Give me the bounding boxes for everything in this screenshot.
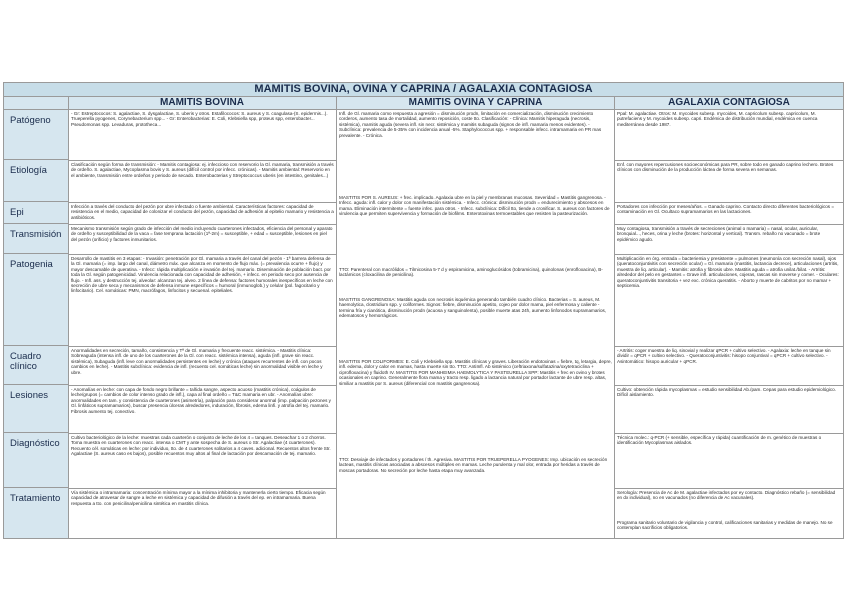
row-label-transmision: Transmisión (4, 224, 68, 254)
summary-table (3, 82, 844, 539)
cell-bovina-etiologia: Clasificación según forma de transmisión: - Mamitis contagiosa: ej. infeccioso con reservorio la Gl. mamaria, transmisión a través de ordeño. S. agalactiae, Mycoplasma bovis y S. aureus (difícil control por infecc. crónicas). - Mamitis ambiental: Reservorio en el ambiente, transmisión entre ordeños y periodo de secado. Enterobacterias y Streptococcus uberis (en intestino, genitales...) (71, 162, 334, 178)
cell-bovina-cuadro-clinico: Anormalidades en secreción, tamaño, consistencia y Tª de Gl. mamaria y frecuente reacc. sistémica. - Mastitis clínica: Sobreaguda (intensa infl. de uno de los cuarterones de la Gl. con reacc. sistémica intensa), aguda (infl. grave sin reacc. sistémica), Subaguda (infl. leve con anormalidades persistentes en leche) y crónica (ataques recurrentes de infl. con pocos cambios en leche). - Mastitis subclínica: evidencia de infl. (recuento cel. somáticas leche) sin anormalidad visible en leche y ubre. (71, 348, 323, 375)
cell-agalaxia-etiologia: Enf. con mayores repercusiones socioeconómicas para PR, sobre todo en ganado caprino lechero. Brotes clínicos con disminución de la producción láctea de forma severa en semanas. (617, 162, 834, 173)
cell-bovina-transmision: Mecanismo transmisión según grado de infección del medio incluyendo cuarterones infectados, eficiencia del personal y aparato de ordeño y susceptibilidad de la vaca = fase temprana lactación (1ª-2m) = susceptible, + edad = susceptible, lesiones en piel del pezón (orificio) y factores inmunitarios. (71, 226, 333, 242)
row-label-diagnostico: Diagnóstico (4, 433, 68, 488)
row-label-etiologia: Etiología (4, 160, 68, 202)
cell-bovina-patogeno: - Gr: Estreptococos: S. agalactiae, S. dysgalactiae, S. uberis y otros. Estafilococos: S. aureus y S. coagulasa-(S. epidermis...). Trueperella pyogenes, Corynebacterium spp... - Gr: Enterobacterias: E. Coli, Klebsiella spp, proteus spp, enterobacter... Pseudomonas spp. Levaduras, prototheca... (71, 111, 328, 127)
column-header-ovina: MAMITIS OVINA Y CAPRINA (337, 97, 614, 110)
table-title: MAMITIS BOVINA, OVINA Y CAPRINA / AGALAXIA CONTAGIOSA (4, 83, 843, 97)
column-header-agalaxia: AGALAXIA CONTAGIOSA (615, 97, 843, 110)
column-header-bovina: MAMITIS BOVINA (68, 97, 336, 110)
cell-ovina-s-aureus: MASTITIS POR S. AUREUS: + frec. implicado. Agalaxia ubre en la piel y membranas mucosas. Severidad = Mastitis gangrenosa. - Infecc. aguda: infl. calor y dolor con manifestación sistémica. - Infecc. crónica: disminución prodn = endurecimiento y abscesos en mama. Eliminación intermitente = fuente infec. para otros. - Infecc. subclínica: Difícil tto, tiende a cronificar. S. aureus con factores de virulencia que permiten supervivencia y formación de biofilms. Enterotoxinas termoestables que resisten la pasteurización. (339, 195, 610, 217)
cell-ovina-general: Infl. de Gl. mamaria como respuesta a agresión = disminución prodn, limitación en comercialización, disminución crecimiento corderos, aumento tasa de mortalidad, aumento reposición, coste tto. Clasificación: - Clínica: Mamitis hiperaguda (necrosis, sistémica), mamitis aguda (severa infl. sin necr. sistémica y mamitis subaguda (signos de infl. mamaria menos evidentes). - Subclínica: prevalencia de 5-35% con incidencia anual -5%. Staphylococcus spp. + responsable infecc. intramamaria en PR mas prevalente. - Crónica. (339, 111, 602, 138)
cell-bovina-diagnostico: Cultivo bacteriológico de la leche: muestras cada cuarterón o conjunto de leche de los 4 = tanques. Deseachar 1 o 2 chorros. Toma muestra en cuarterones con reacc. intensa o CMT y ante sospecha de S. aureus o Str. Agalactiae (4 cuarterones). Recuento cél. somáticas en leche: por individuo, tto. de 4 cuarterones solitarios a 4 caves. adicional. Recuentos altos frente Str. Agalactiae (S. aureus caso es bajos), posible recuentos muy altos al final de lactación por descamación de tej. mamario. (71, 435, 331, 457)
cell-agalaxia-cuadro-clinico: - Artritis: coger muestra de liq. sinovial y realizar qPCR + cultivo selectivo. - Agalaxia: leche en tanque sin dividir = qPCR + cultivo selectivo. - Queratoconjuntivitis: hisopo conjuntival = qPCR + cultivo selectivo. - Asintomático: hisopo auricular + qPCR. (617, 348, 831, 364)
cell-agalaxia-tratamiento: Serología: Presencia de Ac de M. agalactiae infectados por ey contacto. Diagnóstico rebaño (= sensibilidad en dx individual), no en vacunados (no diferencia de Ac vacunales). (617, 490, 836, 501)
row-label-tratamiento: Tratamiento (4, 488, 68, 539)
cell-agalaxia-diagnostico: Técnica molec.: q-PCR (+ sensible, específica y rápida) cuantificación de m. genético de muestras o identificación Mycoplasmas aislados. (617, 435, 822, 446)
row-label-cuadro-clinico: Cuadro clínico (4, 346, 68, 385)
cell-bovina-tratamiento: Vía sistémica o intramamaria: concentración mínima mayor a la mínima inhibitoria y mantenerla cierto tiempo. Eficacia según capacidad de atravesar de sangre a leche en sistémica y capacidad de difusión a través del ep. en intramamaria. Buena respuesta a tto. con penicilina/penicilina sintética en mastitis clínica. (71, 490, 326, 506)
cell-bovina-patogenia: Desarrollo de mastitis en 3 etapas: - Invasión: penetración por Gl. mamaria a través del canal del pezón - 1ª barrera defensa de la Gl. mamaria (= imp. largo del canal, diámetro máx. que alcanza en momento de flujo máx. (= prevalencia ocurre + flujo) y mayor descamable de queratina. - Infecc: rápida multiplicación e invasión del tej. mamario. Diseminación de población bact. por toda la Gl. según patogenicidad. Virulencia relacionada con capacidad de adhesión, + infecc. en periodo seco por ausencia de flujo. - Infl. ass. y destrucción tej. alveolar: alcanzan tej. alveo. 2 línea de defensa: factores humorales inespecíficos en leche con secreción de ubre seca y mecanismos de defensa inmune específicos = humoral (inmunoglob.) y celular (pol. fagocitario y linfocitario). Cel. somáticas: PMN, macrófagos, linfocitos y secuenal. epiteliales. (71, 256, 333, 294)
corner-header (4, 97, 68, 110)
cell-ovina-gangrenosa: MASTITIS GANGRENOSA: Mastitis aguda con necrosis isquémica generando también cuadro clínico. Bacterias = S. aureus, M. haemolytica, clostridium spp. y coliformes. Signos: fiebre, disminución apetito, cojeo por dolor mama, piel enfermosa y caliente - termina fría y cianótica, disminución prodn (acuosa y sanguinolenta), posible muerte atas 24h, aumento linfonodos supramamarios, edematosos y hemorrágicos. (339, 297, 607, 319)
cell-agalaxia-control: Programa sanitario voluntario de vigilancia y control, calificaciones sanitarias y medidas de manejo. No se contemplan sacrificios obligatorios. (617, 520, 833, 531)
row-label-patogeno: Patógeno (4, 110, 68, 160)
cell-agalaxia-epi: Portadores con infección por meses/años. = Ganado caprino. Contacto directo diferentes bacteriológicos = contaminación en Gl. Ocultaco supramamarios en las lactaciones. (617, 204, 835, 215)
cell-agalaxia-transmision: Muy contagiosa, transmisión a través de secreciones (animal o mamaria) = nasal, ocular, auricular, bronquial..., heces, orina y leche (brotes: horizontal y vertical). Transm. rebaño no vacunado = brote epidémico agudo. (617, 226, 821, 242)
cell-bovina-epi: Infección a través del conducto del pezón por ubre infectado o fuente ambiental. Características factores: capacidad de resistencia en el medio, capacidad de colonizar el conducto del pezón, capacidad de adhesión al epitelio mamario y resistencia a antibióticos. (71, 204, 334, 220)
row-label-lesiones: Lesiones (4, 385, 68, 433)
cell-agalaxia-patogeno: Ppal: M. agalactiae. Otros: M. mycoides subesp. mycoides, M. capricolum subesp. capricolum, M. putrefaciens y M. mycoides subesp. capri. Endémica de distribución mundial, endémica en cuenca mediterránea desde 1987. (617, 111, 818, 127)
cell-bovina-lesiones: - Anomalías en leche: con capa de fondo negro brillante = tañida sangre, aspecto acuoso (mastitis crónica), coágulos de leche/grupos (= cambios de color intenso grado de infl.), capa al final ordeño = T&C mamaria en ubr. - Anomalías ubre: anormalidades en tam. y consistencia de cuarterones (asimetría), palpación para considerar anormal (imp. palpación pezones y Gl. linfáticos supramamarios), buscar presencia úlceras alrededores, induración, fibrosis, edema linfi. y atrofia del tej. mamario. Fibrosis aumento tej. conectivo. (71, 387, 331, 414)
row-label-epi: Epi (4, 202, 68, 224)
cell-ovina-tto: TTO: Parenteral con macrólidos = Tilmicosina 5-7 d y espiramicina, aminoglucósidos (tobramicina), quinolonas (enrofloxacina), B-lactámicos (cloxacilina de penicilina). (339, 267, 603, 278)
cell-agalaxia-lesiones: Cultivo: obtención rápida mycoplasmas = estudio sensibilidad Ab./pam. Cepas para estudio epidemiológico. Difícil aislamiento. (617, 387, 836, 398)
cell-agalaxia-patogenia: Multiplicación en órg. entrada = bacteriemia y presistente = pulmones (neumonía con secreción nasal), ojos (queratoconjuntivitis con secreción ocular) = Gl. mamaria (mastitis, lactancia decrece), articulaciones (artritis, muestra de liq. articular). - Mamitis: atrofia y fibrosis ubre. Mastitis aguda = atrofia unilat./bilat. - Artritis: alrededor del pelo en gestantes = Grave infl. articulaciones, cojeras, rascas sin moverse y comer. - Oculares: queratoconjuntivitis transitoria + vez exc. crónica queratitis. - Aborto y muerte de cabritos por no mamar + septicemia. (617, 256, 839, 289)
cell-ovina-trueperella: TTO: Desviaje de infectados y portadores / th. Agresiva. MASTITIS POR TRUEPERELLA PYOGENES: Imp. ubicación en secreción lacteas, mastitis clínicas asociadas a abscesos múltiples en mamas. Leche purulenta y mal olor, entrada por heridas a través de moscas portadoras. No secreción por leche hasta etapa muy avanzada. (339, 457, 608, 473)
row-label-patogenia: Patogenia (4, 254, 68, 346)
cell-ovina-coliformes: MASTITIS POR COLIFORMES: E. Coli y Klebsiella spp. Mastitis clínicas y graves. Liberación endotoxinas = fiebre, tq, letargia, depre, infl. edema, dolor y calor en mamas, hasta muerte sin tto. TTO: AntiInfl. Ab sistémico (ceftriaxona/sulfatazina/oxytetraciclina + ciprofloxacina) y fluidoth IV. MASTITIS POR MANHEIMIA HAEMOLYTICA Y PASTEURELLA SPP: Mastitis + frec en ovino y brotes ocasionales en caprino. Generalmente flora mama y tracto resp. ligado a lactancia natural por portador lactante de ubre resp. altas, similiar a mastitis por S. aureus (diferencial con mastitis gangrenosa). (339, 359, 612, 386)
